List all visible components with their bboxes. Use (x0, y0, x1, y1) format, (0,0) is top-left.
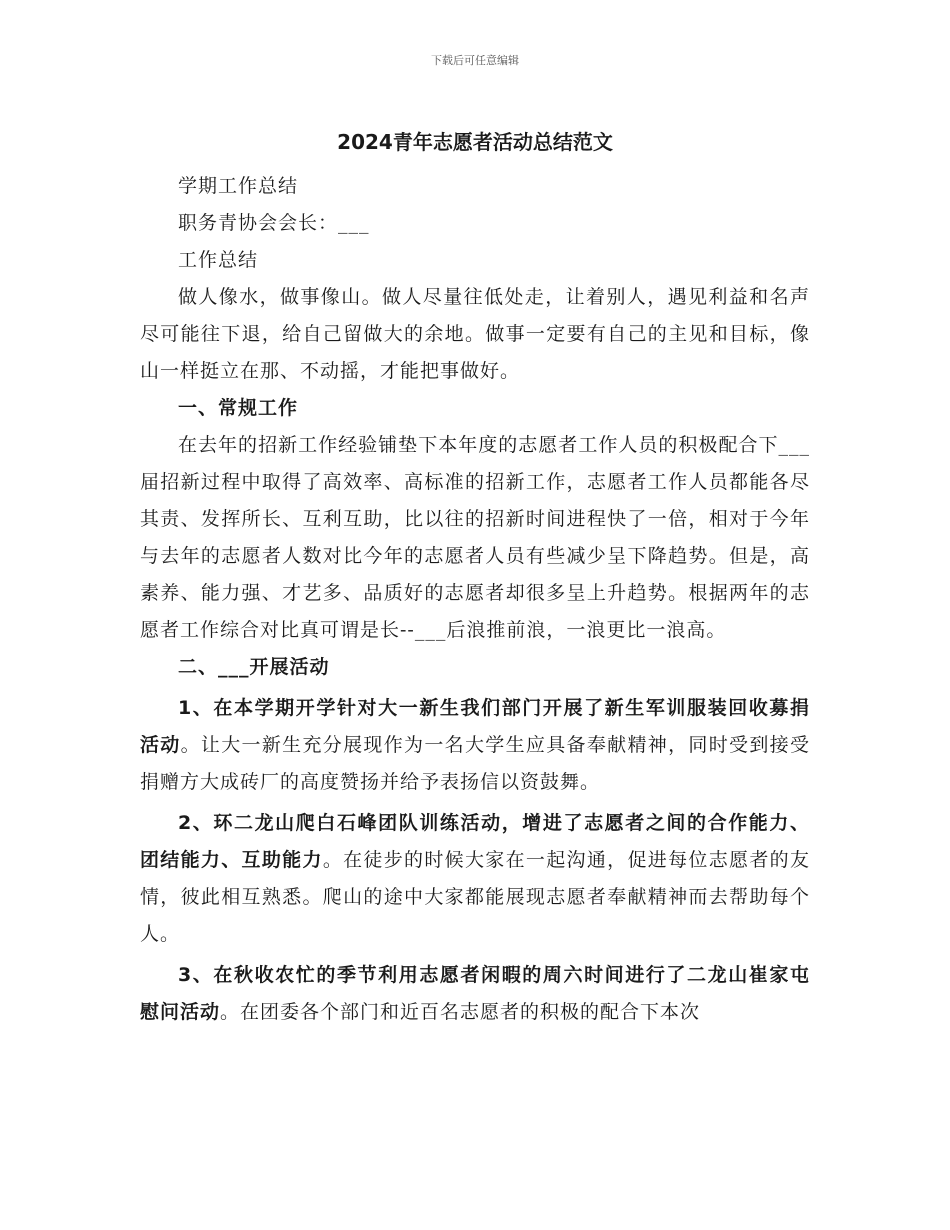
activity-item-3 (140, 957, 810, 1031)
activity-item-2-body: 。在徒步的时候大家在一起沟通，促进每位志愿者的友情，彼此相互熟悉。爬山的途中大家都能展现志愿者奉献精神而去帮助每个人。 (140, 849, 810, 945)
activity-item-3-body: 。在团委各个部门和近百名志愿者的积极的配合下本次 (220, 1001, 701, 1023)
position-line: 职务青协会会长：___ (178, 212, 370, 234)
activity-item-1-body: 。让大一新生充分展现作为一名大学生应具备奉献精神，同时受到接受捐赠方大成砖厂的高度赞扬并给予表扬信以资鼓舞。 (140, 734, 810, 793)
section-label: 工作总结 (178, 249, 259, 271)
heading-activities: 二、___开展活动 (178, 656, 330, 678)
activity-item-3-lead: 3、在秋收农忙的季节利用志愿者闲暇的周六时间进行了二龙山崔家屯慰问活动 (140, 964, 810, 1023)
routine-work-paragraph: 在去年的招新工作经验铺垫下本年度的志愿者工作人员的积极配合下___届招新过程中取得了高效率、高标准的招新工作，志愿者工作人员都能各尽其责、发挥所长、互利互助，比以往的招新时间进程快了一倍，相对于今年与去年的志愿者人数对比今年的志愿者人员有些减少呈下降趋势。但是，高素养、能力强、才艺多、品质好的志愿者却很多呈上升趋势。根据两年的志愿者工作综合对比真可谓是长--___后浪推前浪，一浪更比一浪高。 (140, 434, 810, 641)
page-header-note: 下载后可任意编辑 (431, 54, 519, 67)
heading-routine-work: 一、常规工作 (178, 397, 299, 419)
activity-item-2 (140, 805, 810, 953)
document-body (140, 122, 810, 1031)
activity-item-1 (140, 690, 810, 801)
activity-item-1-lead: 1、在本学期开学针对大一新生我们部门开展了新生军训服装回收募捐活动 (140, 697, 810, 756)
document-title: 2024青年志愿者活动总结范文 (337, 130, 613, 154)
activity-item-2-lead: 2、环二龙山爬白石峰团队训练活动，增进了志愿者之间的合作能力、团结能力、互助能力 (140, 812, 810, 871)
intro-paragraph: 做人像水，做事像山。做人尽量往低处走，让着别人，遇见利益和名声尽可能往下退，给自己留做大的余地。做事一定要有自己的主见和目标，像山一样挺立在那、不动摇，才能把事做好。 (140, 286, 810, 382)
subtitle: 学期工作总结 (178, 175, 299, 197)
